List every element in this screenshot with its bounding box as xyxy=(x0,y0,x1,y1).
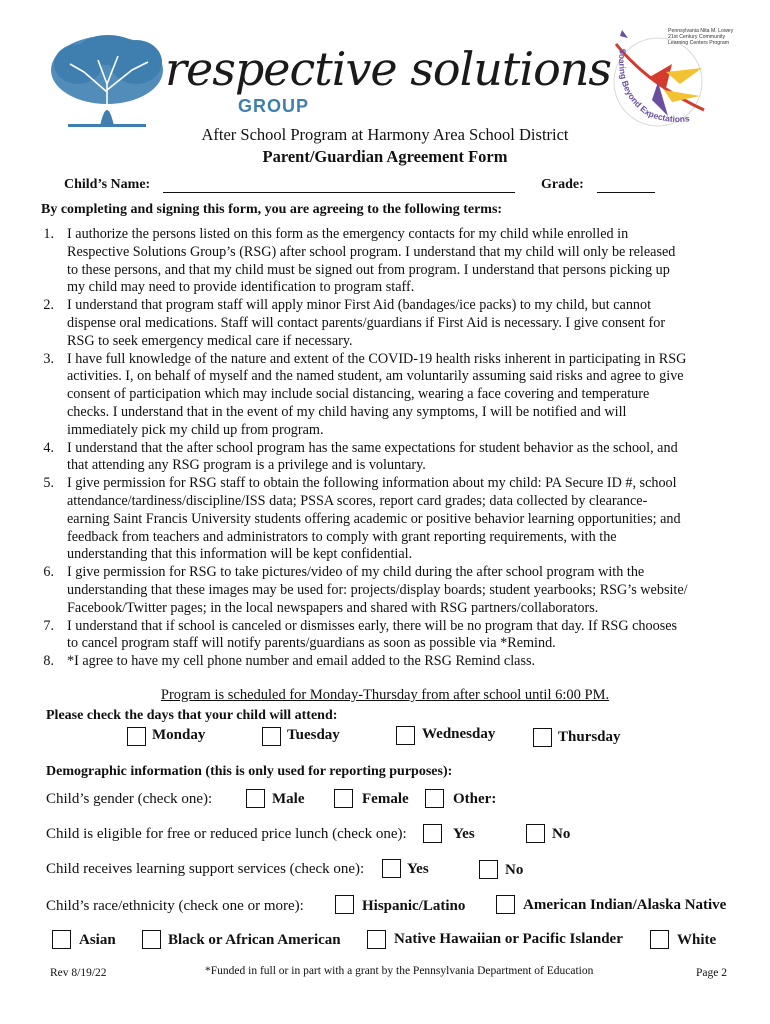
wednesday-label: Wednesday xyxy=(422,726,496,742)
program-seal-logo xyxy=(608,24,734,130)
female-label: Female xyxy=(362,791,409,807)
white-label: White xyxy=(677,932,717,948)
lunch-yes-checkbox[interactable] xyxy=(423,824,442,843)
asian-label: Asian xyxy=(79,932,116,948)
native-hawaiian-checkbox[interactable] xyxy=(367,930,386,949)
schedule-note: Program is scheduled for Monday-Thursday from after school until 6:00 PM. xyxy=(160,687,610,703)
term-item: 5. I give permission for RSG staff to obtain the following information about my child: PA Secure ID #, school attendance/tardiness/discipline/ISS data; PSSA scores, report card grades; data collected by clearance- earning Saint Francis University students offering academic or positive behavior learning opportunities; and feedback from teachers and administrators to comply with grant reporting requirements, with the understanding that this information will be kept confidential. xyxy=(43,475,681,563)
monday-checkbox[interactable] xyxy=(127,727,146,746)
term-item: 3. I have full knowledge of the nature and extent of the COVID-19 health risks inherent in participating in RSG activities. I, on behalf of myself and the named student, am voluntarily assuming said risks and agree to give consent of participation which may include social distancing, wearing a face covering and temperature checks. I understand that in the event of my child having any symptoms, I will be notified and will immediately pick my child up from program. xyxy=(43,350,687,438)
hispanic-label: Hispanic/Latino xyxy=(362,898,466,914)
grade-field[interactable] xyxy=(597,178,655,193)
logo-group-text: GROUP xyxy=(238,96,310,116)
tree-logo-icon xyxy=(48,34,166,128)
black-label: Black or African American xyxy=(168,932,341,948)
tuesday-checkbox[interactable] xyxy=(262,727,281,746)
tuesday-label: Tuesday xyxy=(287,727,340,743)
child-name-field[interactable] xyxy=(163,178,515,193)
lunch-yes-label: Yes xyxy=(453,826,475,842)
seal-line-3: Learning Centers Program xyxy=(668,40,730,46)
term-item: 7. I understand that if school is canceled or dismisses early, there will be no program that day. If RSG chooses to cancel program staff will notify parents/guardians as soon as possible via *Remind. xyxy=(43,617,678,652)
page-title: After School Program at Harmony Area School District xyxy=(201,125,569,144)
hispanic-checkbox[interactable] xyxy=(335,895,354,914)
term-item: 2. I understand that program staff will apply minor First Aid (bandages/ice packs) to my child, but cannot dispense oral medications. Staff will contact parents/guardians if First Aid is necessary. I give consent for RSG to seek emergency medical care if necessary. xyxy=(43,297,666,349)
term-item: 6. I give permission for RSG to take pictures/video of my child during the after school program with the understanding that these images may be used for: projects/display boards; student yearbooks; RSG’s website/ Facebook/Twitter pages; in the local newspapers and shared with RSG partners/collaborators. xyxy=(43,564,688,616)
page-number: Page 2 xyxy=(696,967,727,979)
support-yes-checkbox[interactable] xyxy=(382,859,401,878)
terms-intro: By completing and signing this form, you are agreeing to the following terms: xyxy=(41,202,503,217)
lunch-no-label: No xyxy=(552,826,571,842)
asian-checkbox[interactable] xyxy=(52,930,71,949)
child-name-label: Child’s Name: xyxy=(64,177,151,192)
lunch-no-checkbox[interactable] xyxy=(526,824,545,843)
seal-line-2: 21st Century Community xyxy=(668,34,726,40)
support-question: Child receives learning support services (check one): xyxy=(46,861,365,877)
male-checkbox[interactable] xyxy=(246,789,265,808)
logo-wordmark: respective solutions xyxy=(165,42,612,96)
thursday-checkbox[interactable] xyxy=(533,728,552,747)
lunch-question: Child is eligible for free or reduced price lunch (check one): xyxy=(46,826,407,842)
demographics-heading: Demographic information (this is only used for reporting purposes): xyxy=(46,764,453,779)
term-item: 8. *I agree to have my cell phone number and email added to the RSG Remind class. xyxy=(43,653,536,670)
wednesday-checkbox[interactable] xyxy=(396,726,415,745)
term-item: 4. I understand that the after school program has the same expectations for student behavior as the school, and that attending any RSG program is a privilege and is voluntary. xyxy=(43,439,678,474)
terms-list xyxy=(26,226,726,671)
support-no-checkbox[interactable] xyxy=(479,860,498,879)
revision-date: Rev 8/19/22 xyxy=(50,967,107,979)
seal-arc-text: Soaring Beyond Expectations xyxy=(617,47,691,125)
american-indian-label: American Indian/Alaska Native xyxy=(523,897,727,913)
thursday-label: Thursday xyxy=(558,729,621,745)
other-label: Other: xyxy=(453,791,497,807)
white-checkbox[interactable] xyxy=(650,930,669,949)
american-indian-checkbox[interactable] xyxy=(496,895,515,914)
term-item: 1. I authorize the persons listed on this form as the emergency contacts for my child while enrolled in Respective Solutions Group’s (RSG) after school program. I understand that my child will only be released to these persons, and that my child must be signed out from program. I understand that persons picking up my child may need to provide identification to program staff. xyxy=(43,226,676,296)
native-hawaiian-label: Native Hawaiian or Pacific Islander xyxy=(394,931,623,947)
support-no-label: No xyxy=(505,862,524,878)
other-checkbox[interactable] xyxy=(425,789,444,808)
seal-line-1: Pennsylvania Nita M. Lowey xyxy=(668,28,734,34)
gender-question: Child’s gender (check one): xyxy=(46,791,213,807)
male-label: Male xyxy=(272,791,305,807)
support-yes-label: Yes xyxy=(407,861,429,877)
days-prompt: Please check the days that your child will attend: xyxy=(46,708,338,723)
black-checkbox[interactable] xyxy=(142,930,161,949)
form-subtitle: Parent/Guardian Agreement Form xyxy=(262,147,508,166)
funding-note: *Funded in full or in part with a grant by the Pennsylvania Department of Education xyxy=(205,965,594,977)
race-question: Child’s race/ethnicity (check one or more): xyxy=(46,898,304,914)
grade-label: Grade: xyxy=(541,177,584,192)
monday-label: Monday xyxy=(152,727,206,743)
female-checkbox[interactable] xyxy=(334,789,353,808)
